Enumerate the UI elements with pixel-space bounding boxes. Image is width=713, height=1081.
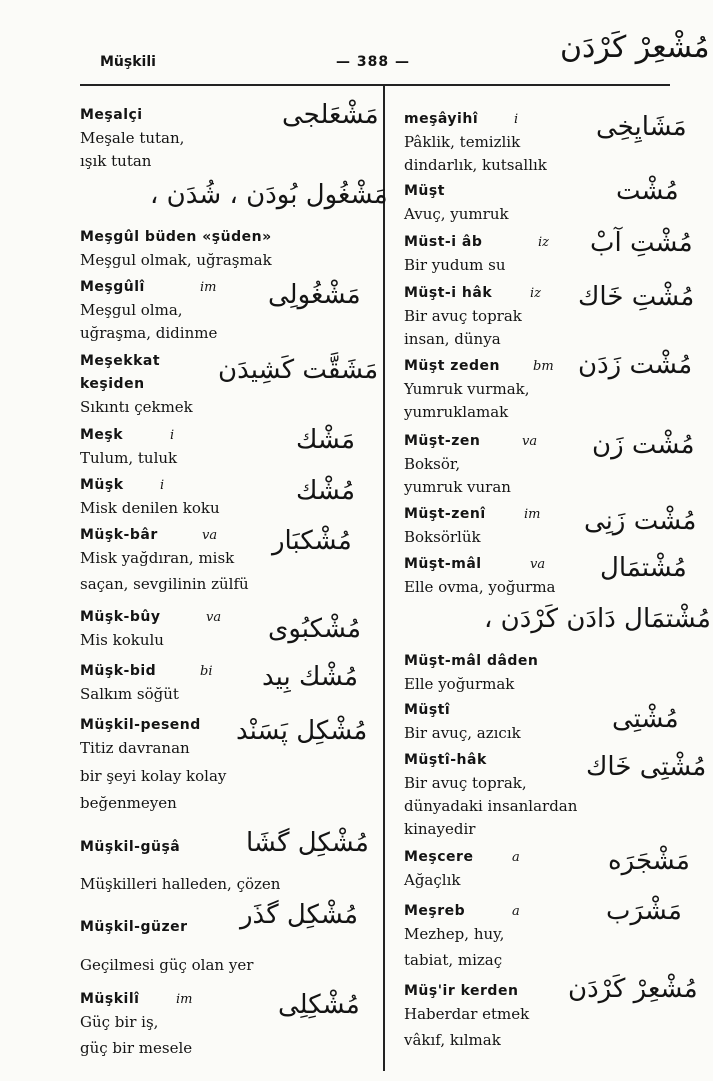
headword: Müşkil-güzer — [80, 919, 188, 935]
definition: Titiz davranan — [80, 739, 190, 757]
definition: Avuç, yumruk — [404, 205, 509, 223]
running-head-arabic: مُشْعِرْ كَرْدَن — [560, 30, 710, 65]
definition: Tulum, tuluk — [80, 449, 178, 467]
headword: Müşk-bâr — [80, 527, 158, 543]
definition: Boksör, — [404, 455, 461, 473]
arabic-headword: مَشْغُولِى — [268, 280, 361, 310]
headword: Müşkil-güşâ — [80, 839, 181, 855]
arabic-headword: مُشْتِ آبْ — [590, 228, 693, 258]
arabic-headword: مُشْت زَن — [592, 430, 695, 460]
grammar-tag: im — [176, 992, 193, 1007]
definition: güç bir mesele — [80, 1039, 193, 1057]
arabic-headword: مُشْت زَدَن — [578, 350, 693, 380]
arabic-headword: مُشْعِرْ كَرْدَن — [568, 974, 698, 1004]
arabic-headword: مُشْت زَنِى — [584, 506, 697, 536]
headword: Müşt-i hâk — [404, 285, 493, 301]
definition: Meşale tutan, — [80, 129, 185, 147]
arabic-headword: مُشْكبُوى — [268, 614, 362, 644]
arabic-phrase: مَشْغُول بُودَن ، شُدَن ، — [150, 180, 388, 210]
arabic-headword: مَشَقَّت كَشِيدَن — [218, 355, 379, 385]
running-head: Müşkili — [100, 54, 156, 70]
grammar-tag: iz — [538, 235, 550, 250]
grammar-tag: iz — [530, 286, 542, 301]
headword: keşiden — [80, 376, 145, 392]
headword: Meşk — [80, 427, 124, 443]
headword: meşâyihî — [404, 111, 479, 127]
arabic-headword: مُشْكِل گذَر — [240, 900, 359, 930]
definition: Güç bir iş, — [80, 1013, 159, 1031]
definition: Elle ovma, yoğurma — [404, 578, 556, 596]
grammar-tag: bm — [533, 359, 554, 374]
definition: Pâklik, temizlik — [404, 133, 521, 151]
arabic-headword: مُشْتمَال — [600, 553, 687, 583]
definition: yumruklamak — [404, 403, 509, 421]
definition: Meşgul olmak, uğraşmak — [80, 251, 272, 269]
grammar-tag: va — [202, 528, 218, 543]
headword: Müşt zeden — [404, 358, 500, 374]
grammar-tag: i — [160, 478, 165, 493]
definition: dindarlık, kutsallık — [404, 156, 547, 174]
grammar-tag: va — [206, 610, 222, 625]
arabic-headword: مَشْرَب — [606, 896, 682, 926]
definition: insan, dünya — [404, 330, 501, 348]
headword: Meşekkat — [80, 353, 161, 369]
headword: Meşgûl büden «şüden» — [80, 229, 272, 245]
page-number: — 388 — — [336, 54, 410, 70]
definition: Boksörlük — [404, 528, 481, 546]
definition: tabiat, mizaç — [404, 951, 503, 969]
definition: Geçilmesi güç olan yer — [80, 956, 254, 974]
grammar-tag: i — [514, 112, 519, 127]
arabic-headword: مَشَايِخِى — [596, 112, 687, 142]
definition: uğraşma, didinme — [80, 324, 218, 342]
arabic-headword: مُشْكِل پَسَنْد — [236, 716, 368, 746]
headword: Müşt-mâl dâden — [404, 653, 539, 669]
arabic-headword: مُشْتِ خَاك — [578, 282, 695, 312]
arabic-headword: مُشْتِى — [612, 704, 679, 734]
headword: Müştî-hâk — [404, 752, 487, 768]
definition: Bir avuç toprak — [404, 307, 522, 325]
arabic-headword: مُشْكبَار — [272, 526, 352, 556]
definition: Bir avuç, azıcık — [404, 724, 521, 742]
headword: Müş'ir kerden — [404, 983, 519, 999]
arabic-headword: مَشْجَرَه — [608, 846, 690, 876]
arabic-headword: مُشْك — [296, 476, 356, 506]
headword: Müşkilî — [80, 991, 140, 1007]
definition: Meşgul olma, — [80, 301, 183, 319]
headword: Müst-i âb — [404, 234, 483, 250]
definition: Misk yağdıran, misk — [80, 549, 235, 567]
headword: Müşk — [80, 477, 124, 493]
grammar-tag: va — [522, 434, 538, 449]
definition: kinayedir — [404, 820, 476, 838]
definition: Sıkıntı çekmek — [80, 398, 193, 416]
grammar-tag: a — [512, 904, 520, 919]
headword: Müşt-zen — [404, 433, 481, 449]
arabic-headword: مُشْك بِيد — [262, 662, 359, 692]
headword: Müşk-bid — [80, 663, 157, 679]
arabic-phrase: مُشْتمَال دَادَن كَرْدَن ، — [484, 604, 711, 634]
grammar-tag: im — [200, 280, 217, 295]
definition: vâkıf, kılmak — [404, 1031, 501, 1049]
definition: bir şeyi kolay kolay — [80, 767, 227, 785]
headword: Meşreb — [404, 903, 466, 919]
arabic-headword: مُشْكِل گشَا — [246, 828, 369, 858]
grammar-tag: a — [512, 850, 520, 865]
headword: Müştî — [404, 702, 451, 718]
column-divider — [383, 86, 385, 1071]
definition: saçan, sevgilinin zülfü — [80, 575, 249, 593]
arabic-headword: مُشْكِلِى — [278, 990, 360, 1020]
headword: Müşk-bûy — [80, 609, 161, 625]
grammar-tag: va — [530, 557, 546, 572]
headword: Meşgûlî — [80, 279, 145, 295]
definition: Salkım söğüt — [80, 685, 179, 703]
definition: Elle yoğurmak — [404, 675, 515, 693]
headword: Müşt — [404, 183, 445, 199]
definition: Mezhep, huy, — [404, 925, 505, 943]
arabic-headword: مُشْت — [616, 176, 679, 206]
arabic-headword: مَشْعَلجى — [282, 100, 379, 130]
headword: Müşkil-pesend — [80, 717, 201, 733]
header-rule — [80, 84, 670, 86]
definition: beğenmeyen — [80, 794, 177, 812]
definition: Haberdar etmek — [404, 1005, 530, 1023]
headword: Meşalçi — [80, 107, 143, 123]
arabic-headword: مَشْك — [296, 425, 356, 455]
grammar-tag: bi — [200, 664, 213, 679]
definition: Misk denilen koku — [80, 499, 220, 517]
definition: yumruk vuran — [404, 478, 511, 496]
headword: Müşt-mâl — [404, 556, 482, 572]
definition: dünyadaki insanlardan — [404, 797, 578, 815]
definition: Mis kokulu — [80, 631, 164, 649]
headword: Müşt-zenî — [404, 506, 486, 522]
grammar-tag: i — [170, 428, 175, 443]
definition: Ağaçlık — [404, 871, 461, 889]
definition: ışık tutan — [80, 152, 152, 170]
definition: Müşkilleri halleden, çözen — [80, 875, 281, 893]
definition: Bir avuç toprak, — [404, 774, 527, 792]
definition: Yumruk vurmak, — [404, 380, 530, 398]
definition: Bir yudum su — [404, 256, 506, 274]
arabic-headword: مُشْتِى خَاك — [586, 752, 707, 782]
grammar-tag: im — [524, 507, 541, 522]
headword: Meşcere — [404, 849, 474, 865]
